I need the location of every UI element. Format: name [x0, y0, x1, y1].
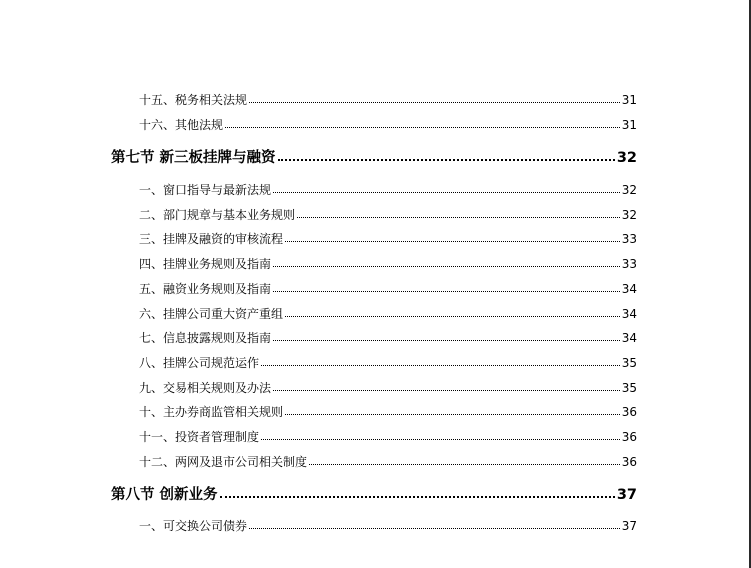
toc-entry-page: 32 — [621, 183, 637, 197]
toc-dot-leader — [309, 464, 620, 465]
toc-entry-page: 35 — [621, 381, 637, 395]
toc-entry-page: 33 — [621, 232, 637, 246]
toc-dot-leader — [249, 528, 620, 529]
toc-entry-title: 三、挂牌及融资的审核流程 — [139, 232, 284, 246]
toc-entry-title: 四、挂牌业务规则及指南 — [139, 257, 272, 271]
toc-entry-page: 35 — [621, 356, 637, 370]
toc-entry[interactable] — [139, 117, 637, 131]
toc-entry-page: 36 — [621, 430, 637, 444]
toc-dot-leader — [285, 414, 620, 415]
toc-entry-title: 十五、税务相关法规 — [139, 93, 248, 107]
toc-section-heading[interactable] — [111, 484, 637, 502]
toc-entry[interactable] — [139, 256, 637, 270]
toc-entry-title: 十一、投资者管理制度 — [139, 430, 260, 444]
toc-entry-page: 36 — [621, 405, 637, 419]
toc-entry-page: 34 — [621, 282, 637, 296]
toc-entry[interactable] — [139, 454, 637, 468]
toc-section-title: 第七节 新三板挂牌与融资 — [111, 149, 276, 166]
toc-section-page: 37 — [616, 486, 637, 503]
toc-dot-leader — [249, 102, 620, 103]
toc-entry[interactable] — [139, 380, 637, 394]
toc-entry-title: 十六、其他法规 — [139, 118, 224, 132]
toc-entry[interactable] — [139, 281, 637, 295]
toc-dot-leader — [273, 266, 620, 267]
toc-section-page: 32 — [616, 149, 637, 166]
toc-entry-title: 一、可交换公司债券 — [139, 519, 248, 533]
toc-dot-leader — [225, 127, 620, 128]
toc-entry[interactable] — [139, 518, 637, 532]
toc-entry-page: 33 — [621, 257, 637, 271]
toc-entry-page: 37 — [621, 519, 637, 533]
toc-entry[interactable] — [139, 207, 637, 221]
toc-entry-page: 34 — [621, 307, 637, 321]
toc-entry-page: 31 — [621, 93, 637, 107]
toc-entry-title: 八、挂牌公司规范运作 — [139, 356, 260, 370]
toc-section-heading[interactable] — [111, 147, 637, 165]
toc-entry-title: 一、窗口指导与最新法规 — [139, 183, 272, 197]
toc-dot-leader — [285, 241, 620, 242]
toc-dot-leader — [261, 439, 620, 440]
toc-entry-title: 七、信息披露规则及指南 — [139, 331, 272, 345]
toc-entry[interactable] — [139, 306, 637, 320]
toc-entry-page: 31 — [621, 118, 637, 132]
toc-entry[interactable] — [139, 92, 637, 106]
toc-entry-title: 十二、两网及退市公司相关制度 — [139, 455, 308, 469]
toc-entry[interactable] — [139, 355, 637, 369]
toc-entry[interactable] — [139, 404, 637, 418]
toc-dot-leader — [273, 340, 620, 341]
toc-section-title: 第八节 创新业务 — [111, 486, 218, 503]
toc-entry[interactable] — [139, 182, 637, 196]
toc-entry-page: 32 — [621, 208, 637, 222]
toc-dot-leader — [273, 192, 620, 193]
toc-dot-leader — [261, 365, 620, 366]
toc-entry-title: 二、部门规章与基本业务规则 — [139, 208, 296, 222]
toc-entry-page: 34 — [621, 331, 637, 345]
toc-dot-leader — [220, 496, 615, 498]
toc-entry-title: 五、融资业务规则及指南 — [139, 282, 272, 296]
toc-dot-leader — [297, 217, 620, 218]
toc-entry[interactable] — [139, 231, 637, 245]
toc-entry[interactable] — [139, 429, 637, 443]
toc-dot-leader — [285, 316, 620, 317]
toc-entry-title: 六、挂牌公司重大资产重组 — [139, 307, 284, 321]
toc-entry-title: 十、主办券商监管相关规则 — [139, 405, 284, 419]
toc-entry-page: 36 — [621, 455, 637, 469]
toc-entry-title: 九、交易相关规则及办法 — [139, 381, 272, 395]
toc-dot-leader — [278, 159, 615, 161]
toc-entry[interactable] — [139, 330, 637, 344]
toc-dot-leader — [273, 291, 620, 292]
toc-dot-leader — [273, 390, 620, 391]
